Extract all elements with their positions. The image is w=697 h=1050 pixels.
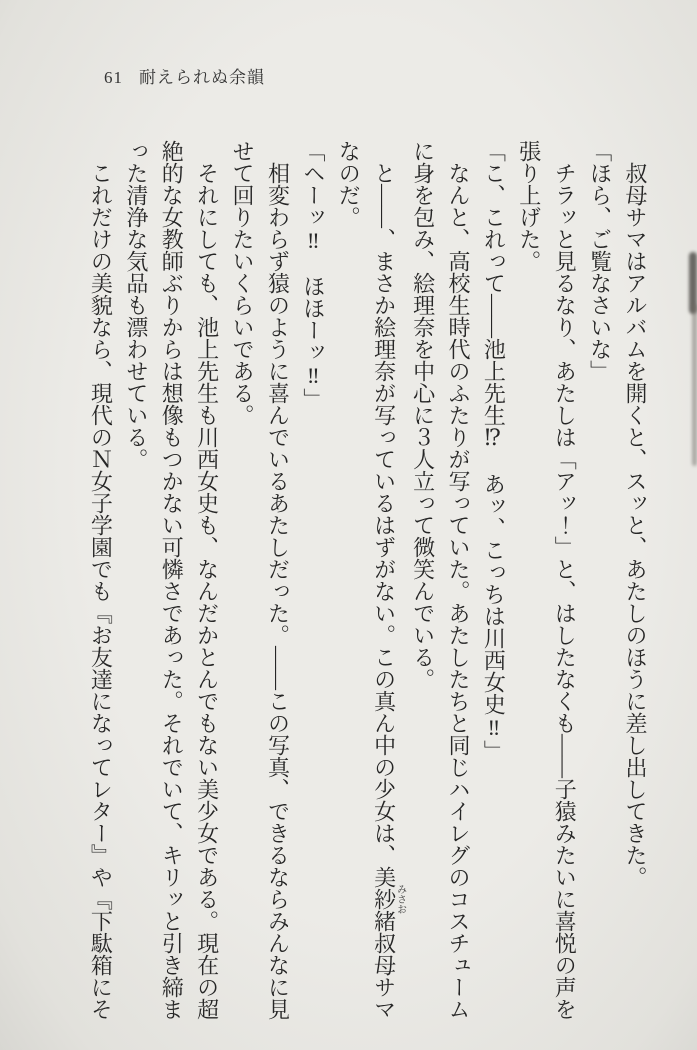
paragraph-4-dialogue: 「こ、これって――池上先生⁉ あッ、こっちは川西女史‼」 [481,140,507,762]
page-number: 61 [104,68,123,87]
chapter-title: 耐えられぬ余韻 [139,68,265,87]
paragraph-2-dialogue: 「ほら、ご覧なさいな」 [587,140,613,382]
paragraph-6: と――、まさか絵理奈が写っているはずがない。この真ん中の少女は、美紗緒みさお叔母サマなのだ。 [336,140,406,1020]
paragraph-9: それにしても、池上先生も川西女史も、なんだかとんでもない美少女である。現在の超絶的な女教師ぶりからは想像もつかない可憐さであった。それでいて、キリッと引き締まった清浄な気品も漂わせている。 [123,140,220,1020]
vertical-text-block [83,140,653,1030]
running-header [104,63,265,88]
paragraph-5: なんと、高校生時代のふたりが写っていた。あたしたちと同じハイレグのコスチュームに身を包み、絵理奈を中心に３人立って微笑んでいる。 [410,140,471,1020]
paragraph-3: チラッと見るなり、あたしは「アッ！」と、はしたなくも――子猿みたいに喜悦の声を張り上げた。 [516,140,578,1020]
paragraph-10: これだけの美貌なら、現代のＮ女子学園でも『お友達になってレター』や『下駄箱にそ [88,162,114,1020]
paragraph-7-dialogue: 「ヘーッ‼ ほほーッ‼」 [300,140,326,410]
scan-edge-artifact [692,304,697,466]
paragraph-1: 叔母サマはアルバムを開くと、スッと、あたしのほうに差し出してきた。 [623,162,648,888]
paragraph-8: 相変わらず猿のように喜んでいるあたしだった。――この写真、できるならみんなに見せて回りたいくらいである。 [230,140,291,1020]
